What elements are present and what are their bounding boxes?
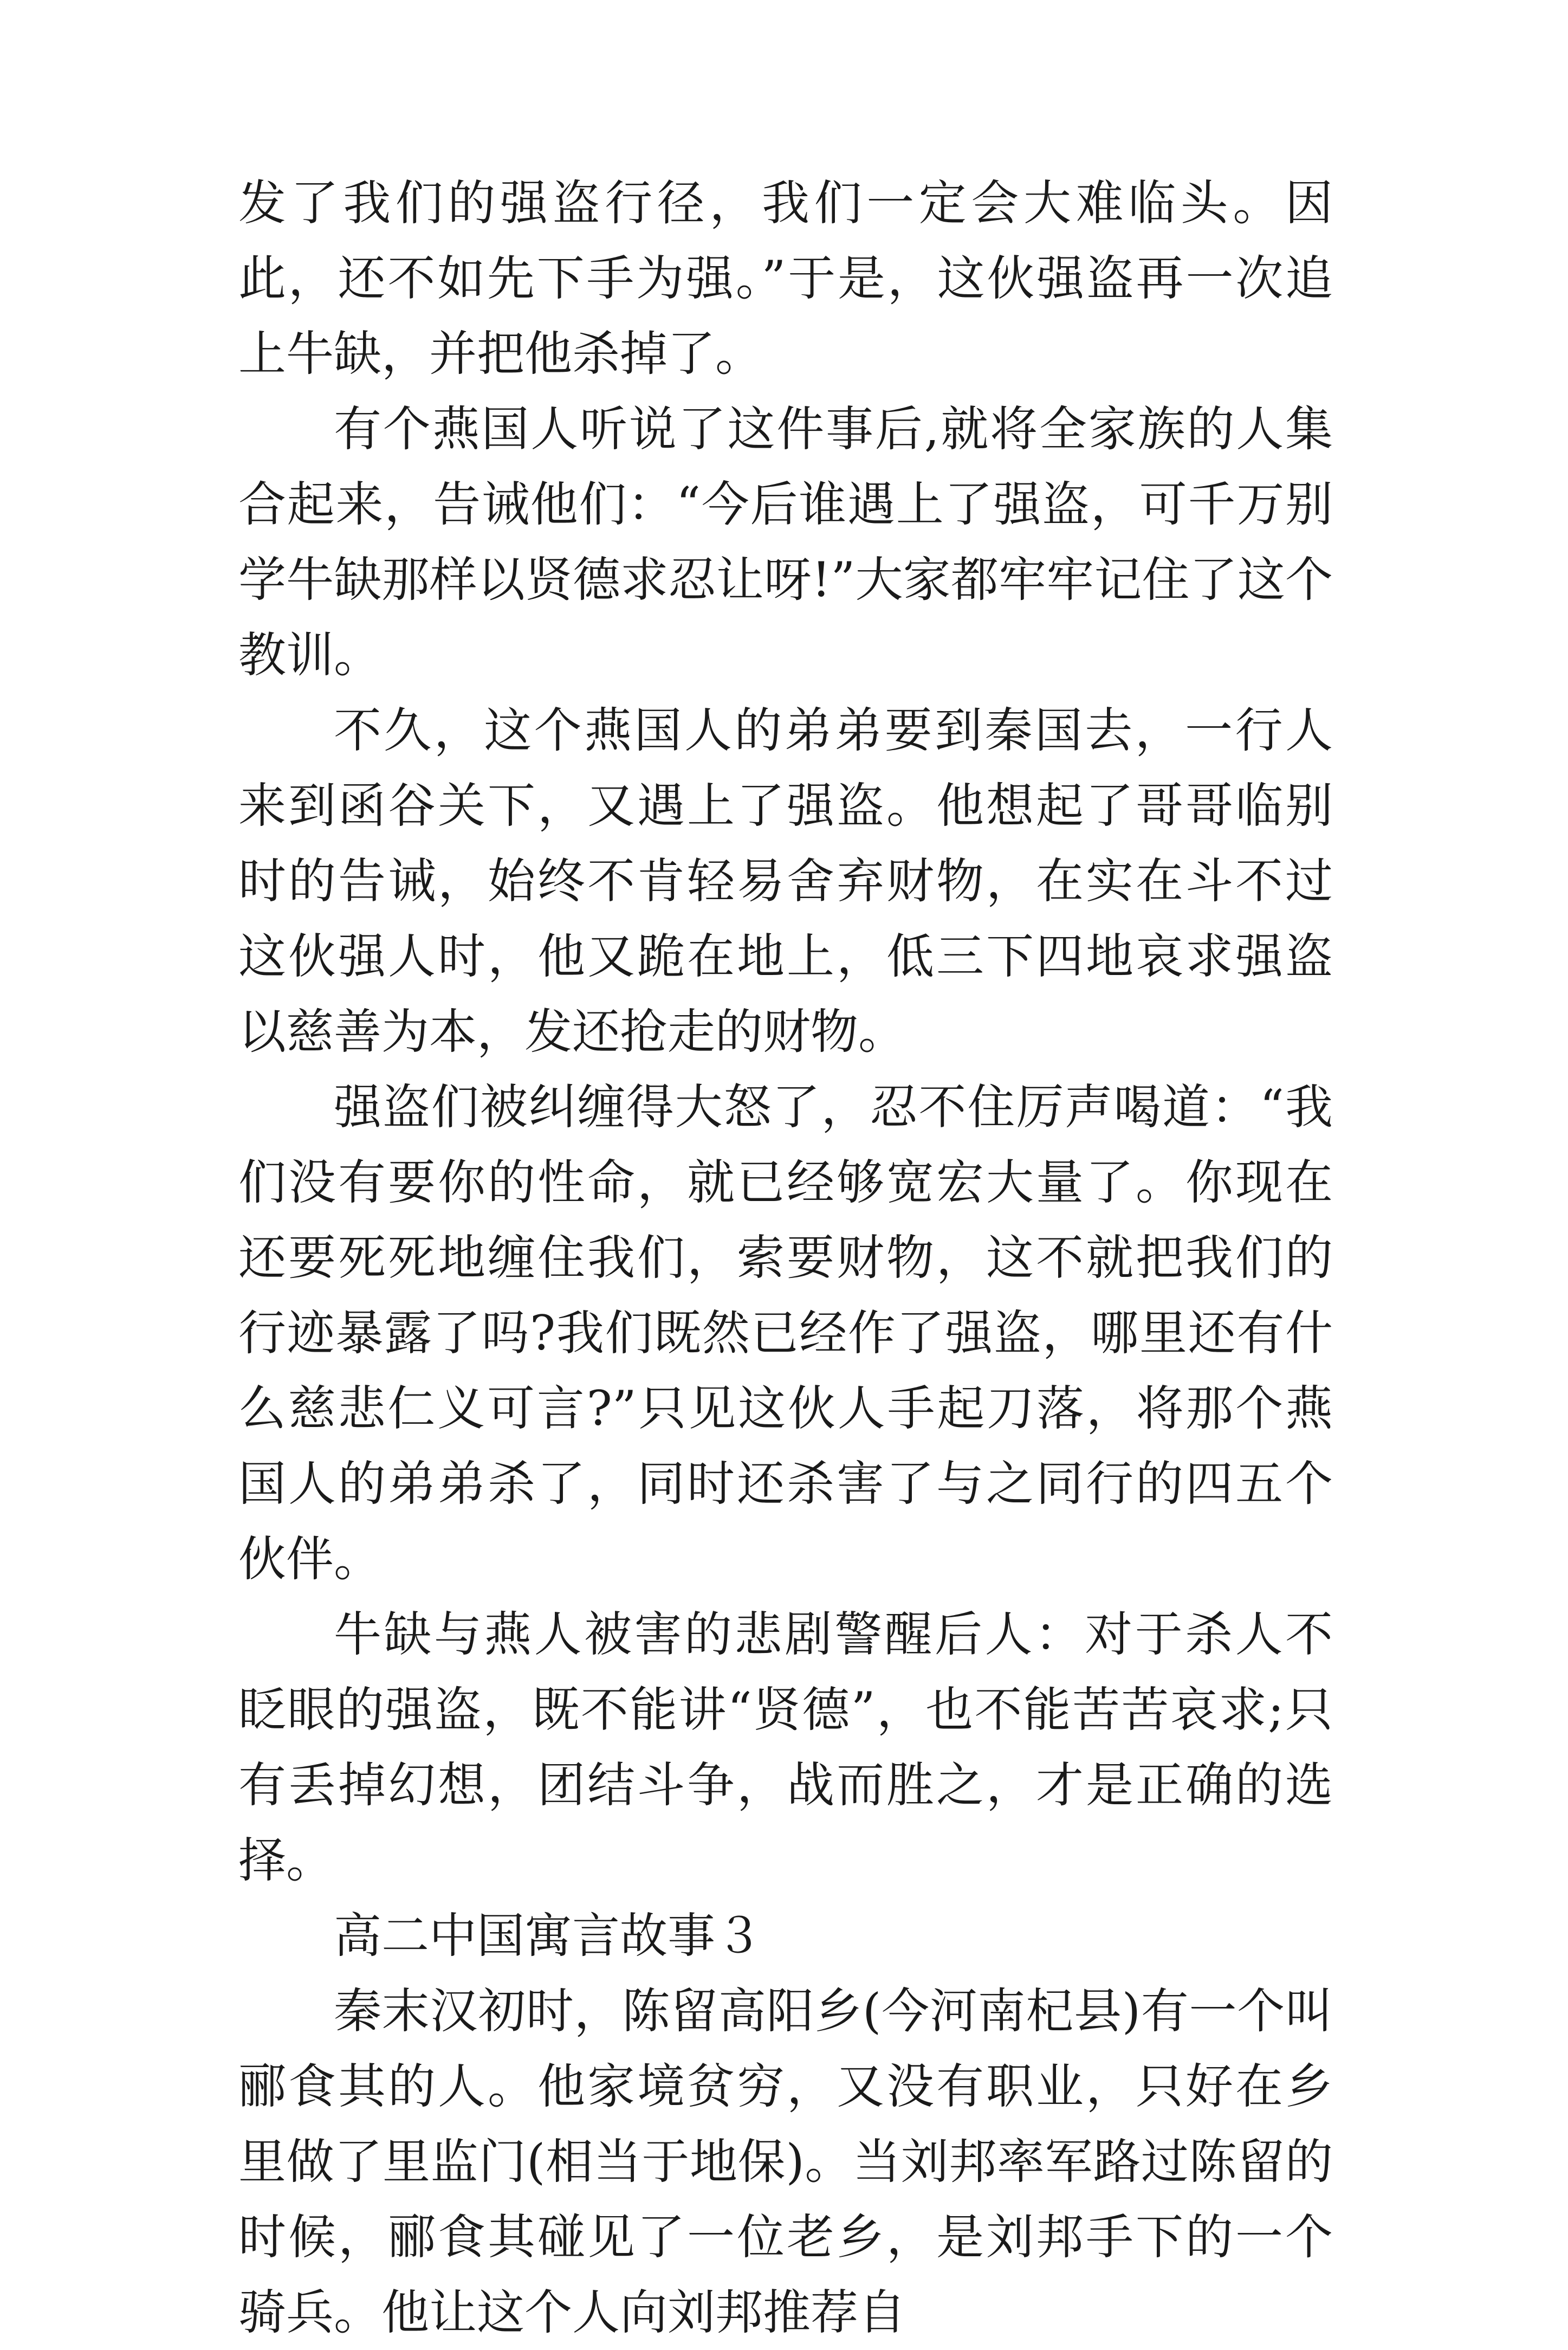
paragraph: 强盗们被纠缠得大怒了，忍不住厉声喝道：“我们没有要你的性命，就已经够宽宏大量了。你现在还要死死地缠住我们，索要财物，这不就把我们的行迹暴露了吗?我们既然已经作了强盗，哪里还有什么慈悲仁义可言?”只见这伙人手起刀落，将那个燕国人的弟弟杀了，同时还杀害了与之同行的四五个伙伴。: [238, 1079, 1333, 1587]
document-body: [238, 165, 1333, 2350]
paragraph: 有个燕国人听说了这件事后,就将全家族的人集合起来，告诫他们：“今后谁遇上了强盗，可千万别学牛缺那样以贤德求忍让呀!”大家都牢牢记住了这个教训。: [238, 401, 1333, 683]
paragraph: 发了我们的强盗行径，我们一定会大难临头。因此，还不如先下手为强。”于是，这伙强盗再一次追上牛缺，并把他杀掉了。: [238, 175, 1333, 382]
paragraph: 秦末汉初时，陈留高阳乡(今河南杞县)有一个叫郦食其的人。他家境贫穷，又没有职业，只好在乡里做了里监门(相当于地保)。当刘邦率军路过陈留的时候，郦食其碰见了一位老乡，是刘邦手下的一个骑兵。他让这个人向刘邦推荐自: [238, 1983, 1333, 2340]
paragraph: 牛缺与燕人被害的悲剧警醒后人：对于杀人不眨眼的强盗，既不能讲“贤德”，也不能苦苦哀求;只有丢掉幻想，团结斗争，战而胜之，才是正确的选择。: [238, 1606, 1333, 1888]
section-heading: 高二中国寓言故事３: [334, 1908, 763, 1964]
paragraph: 不久，这个燕国人的弟弟要到秦国去，一行人来到函谷关下，又遇上了强盗。他想起了哥哥临别时的告诫，始终不肯轻易舍弃财物，在实在斗不过这伙强人时，他又跪在地上，低三下四地哀求强盗以慈善为本，发还抢走的财物。: [238, 702, 1333, 1060]
